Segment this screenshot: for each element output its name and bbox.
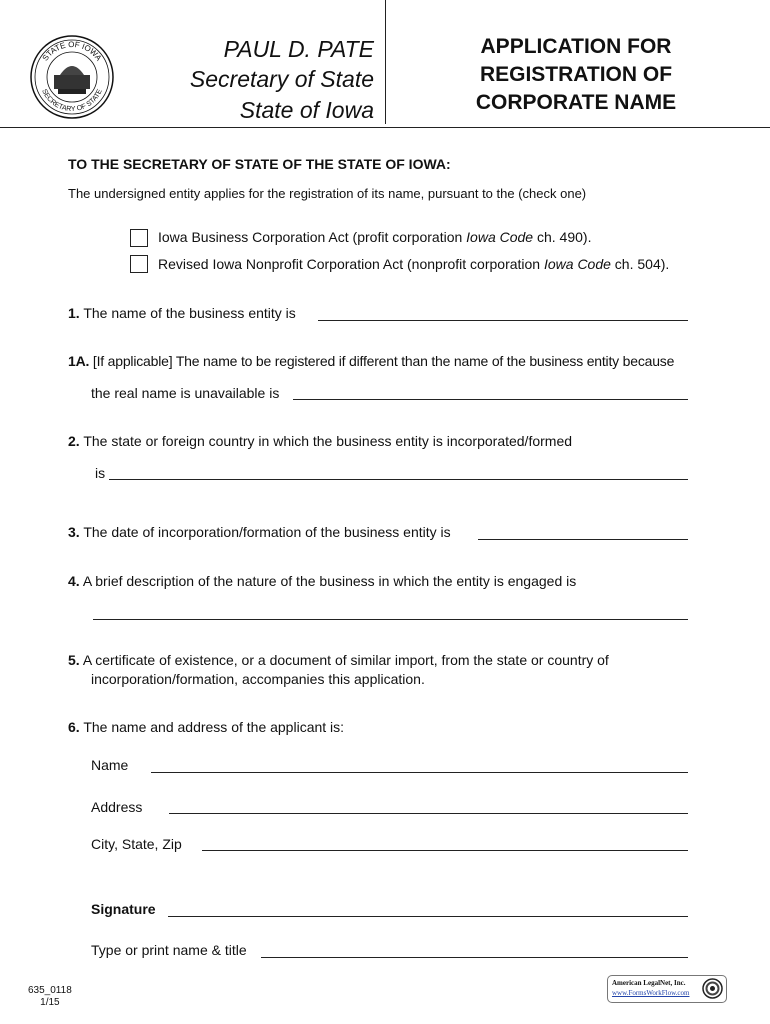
form-revision: 1/15 — [40, 997, 60, 1008]
header-divider — [385, 0, 386, 124]
option-business-corporation-act: Iowa Business Corporation Act (profit corporation Iowa Code ch. 490). — [158, 229, 592, 245]
vendor-name: American LegalNet, Inc. — [612, 979, 686, 987]
print-name-title-label: Type or print name & title — [91, 942, 247, 958]
city-state-zip-label: City, State, Zip — [91, 836, 182, 852]
item-1a-text: 1A. [If applicable] The name to be registered if different than the name of the business entity because — [68, 353, 675, 369]
print-name-title-field[interactable] — [261, 957, 688, 958]
form-number: 635_0118 — [28, 985, 72, 996]
vendor-url-link[interactable]: www.FormsWorkFlow.com — [612, 989, 690, 997]
seal-text-top: STATE OF IOWA — [40, 39, 104, 63]
state-seal-logo — [30, 35, 114, 119]
form-title-line1: APPLICATION FOR — [480, 35, 672, 58]
item-4-text: 4. A brief description of the nature of the business in which the entity is engaged is — [68, 573, 577, 589]
item-5-text-line2: incorporation/formation, accompanies this application. — [91, 671, 425, 687]
option-nonprofit-corporation-act: Revised Iowa Nonprofit Corporation Act (nonprofit corporation Iowa Code ch. 504). — [158, 256, 670, 272]
header-rule — [0, 127, 770, 128]
signature-label: Signature — [91, 901, 156, 917]
business-entity-name-field[interactable] — [318, 320, 688, 321]
form-title-line3: CORPORATE NAME — [475, 91, 677, 114]
vendor-logo-icon — [702, 978, 723, 999]
item-1a-text-line2: the real name is unavailable is — [91, 385, 280, 401]
city-state-zip-field[interactable] — [202, 850, 688, 851]
address-label: Address — [91, 799, 143, 815]
item-3-text: 3. The date of incorporation/formation of the business entity is — [68, 524, 451, 540]
item-5-text: 5. A certificate of existence, or a document of similar import, from the state or country of — [68, 652, 609, 668]
name-label: Name — [91, 757, 129, 773]
applicant-name-field[interactable] — [151, 772, 688, 773]
seal-text-bottom: SECRETARY OF STATE — [40, 88, 104, 114]
checkbox-nonprofit-corporation-act[interactable] — [130, 255, 148, 273]
checkbox-business-corporation-act[interactable] — [130, 229, 148, 247]
official-state: State of Iowa — [239, 97, 374, 123]
registered-name-field[interactable] — [293, 399, 688, 400]
item-1-text: 1. The name of the business entity is — [68, 305, 296, 321]
item-2-text: 2. The state or foreign country in which the business entity is incorporated/formed — [68, 433, 573, 449]
intro-heading: TO THE SECRETARY OF STATE OF THE STATE OF IOWA: — [68, 156, 451, 172]
intro-text: The undersigned entity applies for the registration of its name, pursuant to the (check one) — [68, 186, 587, 201]
incorporation-state-field[interactable] — [109, 479, 688, 480]
vendor-badge — [607, 975, 727, 1003]
business-description-field[interactable] — [93, 619, 688, 620]
signature-field[interactable] — [168, 916, 688, 917]
item-6-text: 6. The name and address of the applicant is: — [68, 719, 345, 735]
official-name: PAUL D. PATE — [223, 36, 374, 62]
official-title: Secretary of State — [189, 66, 374, 92]
incorporation-date-field[interactable] — [478, 539, 688, 540]
applicant-address-field[interactable] — [169, 813, 688, 814]
form-title-line2: REGISTRATION OF — [479, 63, 673, 86]
item-2-text-line2: is — [95, 465, 106, 481]
form-code — [28, 985, 72, 1009]
